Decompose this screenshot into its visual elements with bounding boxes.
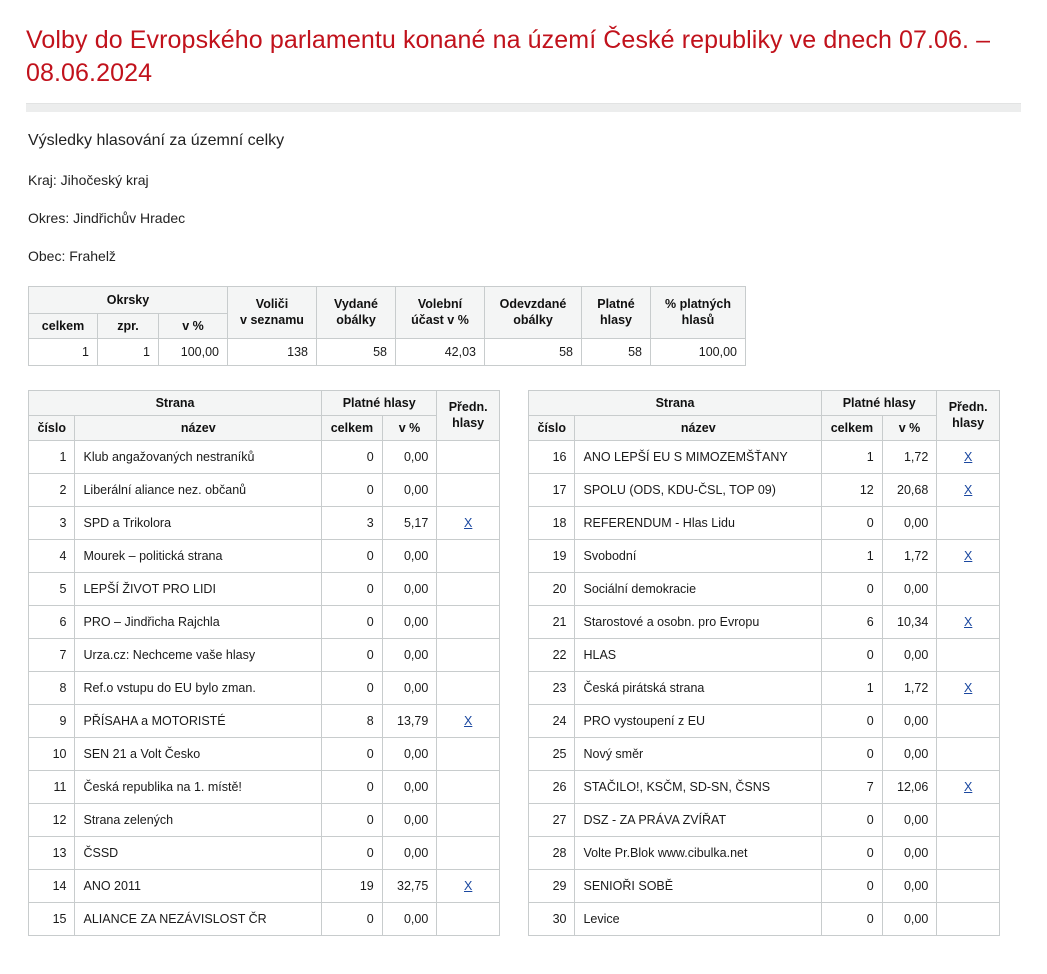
cell-party-number: 24 <box>529 705 575 738</box>
cell-preferential-votes[interactable] <box>937 672 1000 705</box>
table-subheader-row <box>29 416 500 441</box>
cell-preferential-votes[interactable] <box>937 771 1000 804</box>
header-nazev: název <box>575 416 822 441</box>
location-district: Okres: Jindřichův Hradec <box>28 210 186 226</box>
preferential-votes-link[interactable]: X <box>463 516 473 530</box>
cell-votes-percent: 1,72 <box>882 540 937 573</box>
cell-party-number: 26 <box>529 771 575 804</box>
cell-party-name: HLAS <box>575 639 822 672</box>
table-row <box>29 672 500 705</box>
table-row <box>529 672 1000 705</box>
table-row <box>29 837 500 870</box>
page-title: Volby do Evropského parlamentu konané na území České republiky ve dnech 07.06. – 08.06.2024 <box>26 26 991 87</box>
cell-party-number: 27 <box>529 804 575 837</box>
cell-party-name: Starostové a osobn. pro Evropu <box>575 606 822 639</box>
location-municipality: Obec: Frahelž <box>28 248 116 264</box>
cell-votes-percent: 13,79 <box>382 705 437 738</box>
cell-party-name: REFERENDUM - Hlas Lidu <box>575 507 822 540</box>
cell-party-number: 19 <box>529 540 575 573</box>
table-header-row <box>29 391 500 416</box>
table-row <box>529 804 1000 837</box>
cell-party-name: ANO 2011 <box>75 870 322 903</box>
header-odevzdane-obalky: Odevzdané obálky <box>485 287 582 339</box>
cell-party-name: SENIOŘI SOBĚ <box>575 870 822 903</box>
header-platne-hlasy: Platné hlasy <box>822 391 937 416</box>
cell-party-name: SEN 21 a Volt Česko <box>75 738 322 771</box>
cell-okrsky-zpr: 1 <box>98 339 159 366</box>
table-row <box>29 507 500 540</box>
cell-preferential-votes <box>937 639 1000 672</box>
header-celkem: celkem <box>822 416 883 441</box>
table-row <box>529 837 1000 870</box>
cell-party-number: 23 <box>529 672 575 705</box>
cell-votes-percent: 0,00 <box>382 573 437 606</box>
cell-preferential-votes <box>437 837 500 870</box>
cell-party-name: Volte Pr.Blok www.cibulka.net <box>575 837 822 870</box>
cell-votes-total: 0 <box>822 837 883 870</box>
cell-party-name: Strana zelených <box>75 804 322 837</box>
table-row <box>529 705 1000 738</box>
parties-right-body <box>529 441 1000 936</box>
cell-party-name: LEPŠÍ ŽIVOT PRO LIDI <box>75 573 322 606</box>
cell-votes-total: 0 <box>322 771 383 804</box>
cell-votes-total: 0 <box>822 804 883 837</box>
cell-votes-percent: 0,00 <box>882 804 937 837</box>
table-row <box>529 771 1000 804</box>
cell-preferential-votes <box>937 705 1000 738</box>
header-platne-hlasy: Platné hlasy <box>582 287 651 339</box>
cell-votes-percent: 0,00 <box>382 672 437 705</box>
cell-votes-total: 0 <box>322 837 383 870</box>
cell-votes-percent: 0,00 <box>882 639 937 672</box>
table-row <box>29 804 500 837</box>
cell-votes-total: 19 <box>322 870 383 903</box>
table-row <box>529 540 1000 573</box>
cell-votes-total: 0 <box>322 804 383 837</box>
section-subtitle: Výsledky hlasování za územní celky <box>28 132 285 149</box>
cell-party-name: ANO LEPŠÍ EU S MIMOZEMŠŤANY <box>575 441 822 474</box>
cell-votes-total: 0 <box>322 573 383 606</box>
cell-preferential-votes <box>437 672 500 705</box>
cell-party-name: Česká republika na 1. místě! <box>75 771 322 804</box>
cell-party-name: Ref.o vstupu do EU bylo zman. <box>75 672 322 705</box>
cell-party-number: 5 <box>29 573 75 606</box>
parties-table-left <box>28 390 500 936</box>
cell-votes-percent: 0,00 <box>882 573 937 606</box>
header-strana: Strana <box>529 391 822 416</box>
header-okrsky: Okrsky <box>29 287 228 314</box>
cell-party-number: 8 <box>29 672 75 705</box>
table-row <box>29 705 500 738</box>
header-strana: Strana <box>29 391 322 416</box>
header-v-procentech: v % <box>382 416 437 441</box>
cell-votes-percent: 0,00 <box>382 540 437 573</box>
cell-votes-percent: 1,72 <box>882 672 937 705</box>
cell-votes-percent: 0,00 <box>382 738 437 771</box>
cell-party-number: 17 <box>529 474 575 507</box>
cell-party-number: 2 <box>29 474 75 507</box>
cell-votes-percent: 1,72 <box>882 441 937 474</box>
cell-preferential-votes <box>937 738 1000 771</box>
cell-preferential-votes <box>437 771 500 804</box>
table-row <box>529 441 1000 474</box>
header-celkem: celkem <box>322 416 383 441</box>
cell-odevzdane-obalky: 58 <box>485 339 582 366</box>
cell-votes-percent: 0,00 <box>882 837 937 870</box>
cell-votes-percent: 10,34 <box>882 606 937 639</box>
cell-party-name: Klub angažovaných nestraníků <box>75 441 322 474</box>
table-subheader-row <box>529 416 1000 441</box>
cell-preferential-votes[interactable] <box>937 540 1000 573</box>
cell-votes-total: 3 <box>322 507 383 540</box>
cell-votes-total: 1 <box>822 672 883 705</box>
table-row <box>29 573 500 606</box>
cell-preferential-votes <box>437 441 500 474</box>
table-row <box>29 606 500 639</box>
cell-votes-percent: 32,75 <box>382 870 437 903</box>
cell-party-number: 1 <box>29 441 75 474</box>
preferential-votes-link[interactable]: X <box>963 780 973 794</box>
cell-platne-hlasy: 58 <box>582 339 651 366</box>
cell-party-name: Levice <box>575 903 822 936</box>
cell-preferential-votes[interactable] <box>437 705 500 738</box>
cell-volici-v-seznamu: 138 <box>228 339 317 366</box>
header-okrsky-procent: v % <box>159 314 228 339</box>
cell-votes-total: 1 <box>822 441 883 474</box>
cell-preferential-votes <box>437 639 500 672</box>
cell-votes-total: 12 <box>822 474 883 507</box>
preferential-votes-link[interactable]: X <box>963 450 973 464</box>
cell-party-number: 16 <box>529 441 575 474</box>
cell-preferential-votes <box>937 507 1000 540</box>
header-predn-hlasy: Předn. hlasy <box>937 391 1000 441</box>
cell-party-name: Česká pirátská strana <box>575 672 822 705</box>
cell-preferential-votes[interactable] <box>937 606 1000 639</box>
header-v-procentech: v % <box>882 416 937 441</box>
table-row <box>529 474 1000 507</box>
cell-party-number: 12 <box>29 804 75 837</box>
cell-party-number: 22 <box>529 639 575 672</box>
preferential-votes-link[interactable]: X <box>463 714 473 728</box>
table-row <box>529 573 1000 606</box>
cell-votes-percent: 0,00 <box>382 804 437 837</box>
parties-left-body <box>29 441 500 936</box>
header-predn-hlasy: Předn. hlasy <box>437 391 500 441</box>
cell-preferential-votes <box>437 573 500 606</box>
cell-party-number: 18 <box>529 507 575 540</box>
cell-votes-percent: 5,17 <box>382 507 437 540</box>
cell-votes-total: 0 <box>322 441 383 474</box>
cell-votes-percent: 0,00 <box>882 705 937 738</box>
header-cislo: číslo <box>529 416 575 441</box>
cell-votes-total: 0 <box>822 639 883 672</box>
cell-okrsky-celkem: 1 <box>29 339 98 366</box>
cell-votes-total: 0 <box>322 474 383 507</box>
cell-party-name: ČSSD <box>75 837 322 870</box>
cell-preferential-votes <box>437 903 500 936</box>
header-procent-platnych: % platných hlasů <box>651 287 746 339</box>
table-row <box>29 441 500 474</box>
cell-preferential-votes[interactable] <box>437 507 500 540</box>
cell-preferential-votes <box>937 837 1000 870</box>
cell-party-number: 11 <box>29 771 75 804</box>
cell-votes-total: 0 <box>822 705 883 738</box>
cell-votes-percent: 0,00 <box>382 639 437 672</box>
parties-tables-wrapper <box>28 390 1021 936</box>
cell-votes-total: 0 <box>822 507 883 540</box>
preferential-votes-link[interactable]: X <box>463 879 473 893</box>
preferential-votes-link[interactable]: X <box>963 549 973 563</box>
cell-party-name: PRO – Jindřicha Rajchla <box>75 606 322 639</box>
table-row <box>29 639 500 672</box>
cell-party-number: 21 <box>529 606 575 639</box>
cell-party-name: PRO vystoupení z EU <box>575 705 822 738</box>
preferential-votes-link[interactable]: X <box>963 615 973 629</box>
cell-party-number: 14 <box>29 870 75 903</box>
cell-party-name: DSZ - ZA PRÁVA ZVÍŘAT <box>575 804 822 837</box>
cell-votes-total: 1 <box>822 540 883 573</box>
cell-party-number: 4 <box>29 540 75 573</box>
table-header-row <box>29 287 746 314</box>
cell-party-name: Urza.cz: Nechceme vaše hlasy <box>75 639 322 672</box>
cell-party-number: 20 <box>529 573 575 606</box>
cell-votes-total: 7 <box>822 771 883 804</box>
cell-votes-percent: 0,00 <box>882 507 937 540</box>
cell-votes-total: 0 <box>322 672 383 705</box>
cell-party-number: 6 <box>29 606 75 639</box>
cell-party-number: 3 <box>29 507 75 540</box>
cell-votes-total: 0 <box>822 870 883 903</box>
cell-preferential-votes <box>437 738 500 771</box>
table-row <box>29 870 500 903</box>
cell-party-name: SPOLU (ODS, KDU-ČSL, TOP 09) <box>575 474 822 507</box>
cell-votes-percent: 0,00 <box>382 441 437 474</box>
cell-party-number: 30 <box>529 903 575 936</box>
table-row <box>29 540 500 573</box>
cell-party-name: SPD a Trikolora <box>75 507 322 540</box>
table-row <box>29 339 746 366</box>
header-nazev: název <box>75 416 322 441</box>
table-row <box>29 474 500 507</box>
header-okrsky-zpr: zpr. <box>98 314 159 339</box>
cell-votes-total: 0 <box>822 903 883 936</box>
cell-votes-percent: 0,00 <box>382 771 437 804</box>
table-row <box>29 771 500 804</box>
header-volebni-ucast: Volební účast v % <box>396 287 485 339</box>
cell-party-name: Liberální aliance nez. občanů <box>75 474 322 507</box>
header-vydane-obalky: Vydané obálky <box>317 287 396 339</box>
header-okrsky-celkem: celkem <box>29 314 98 339</box>
header-platne-hlasy: Platné hlasy <box>322 391 437 416</box>
cell-votes-percent: 20,68 <box>882 474 937 507</box>
cell-preferential-votes[interactable] <box>937 474 1000 507</box>
cell-votes-total: 8 <box>322 705 383 738</box>
cell-party-name: Svobodní <box>575 540 822 573</box>
table-row <box>29 903 500 936</box>
cell-party-number: 10 <box>29 738 75 771</box>
cell-party-number: 13 <box>29 837 75 870</box>
cell-preferential-votes[interactable] <box>937 441 1000 474</box>
cell-preferential-votes <box>437 540 500 573</box>
cell-preferential-votes <box>937 804 1000 837</box>
preferential-votes-link[interactable]: X <box>963 681 973 695</box>
cell-party-number: 7 <box>29 639 75 672</box>
turnout-summary-table <box>28 286 746 366</box>
cell-party-name: Sociální demokracie <box>575 573 822 606</box>
cell-preferential-votes <box>937 870 1000 903</box>
preferential-votes-link[interactable]: X <box>963 483 973 497</box>
cell-volebni-ucast: 42,03 <box>396 339 485 366</box>
cell-party-name: PŘÍSAHA a MOTORISTÉ <box>75 705 322 738</box>
cell-votes-percent: 0,00 <box>882 903 937 936</box>
cell-votes-percent: 0,00 <box>382 474 437 507</box>
cell-votes-percent: 0,00 <box>382 837 437 870</box>
table-header-row <box>529 391 1000 416</box>
cell-party-number: 28 <box>529 837 575 870</box>
cell-votes-total: 6 <box>822 606 883 639</box>
parties-table-right <box>528 390 1000 936</box>
cell-preferential-votes <box>937 573 1000 606</box>
cell-preferential-votes[interactable] <box>437 870 500 903</box>
cell-party-number: 29 <box>529 870 575 903</box>
table-row <box>529 639 1000 672</box>
cell-party-name: Nový směr <box>575 738 822 771</box>
cell-votes-total: 0 <box>822 738 883 771</box>
header-volici-v-seznamu: Voliči v seznamu <box>228 287 317 339</box>
cell-preferential-votes <box>437 606 500 639</box>
table-row <box>529 870 1000 903</box>
cell-party-number: 15 <box>29 903 75 936</box>
cell-votes-percent: 0,00 <box>382 903 437 936</box>
table-row <box>29 738 500 771</box>
cell-party-name: Mourek – politická strana <box>75 540 322 573</box>
cell-vydane-obalky: 58 <box>317 339 396 366</box>
cell-votes-percent: 0,00 <box>882 870 937 903</box>
table-row <box>529 903 1000 936</box>
table-row <box>529 738 1000 771</box>
cell-preferential-votes <box>437 804 500 837</box>
cell-votes-total: 0 <box>822 573 883 606</box>
cell-party-number: 9 <box>29 705 75 738</box>
cell-party-name: ALIANCE ZA NEZÁVISLOST ČR <box>75 903 322 936</box>
title-divider <box>26 103 1021 112</box>
cell-party-number: 25 <box>529 738 575 771</box>
cell-votes-percent: 0,00 <box>382 606 437 639</box>
cell-votes-total: 0 <box>322 606 383 639</box>
cell-okrsky-procent: 100,00 <box>159 339 228 366</box>
cell-party-name: STAČILO!, KSČM, SD-SN, ČSNS <box>575 771 822 804</box>
cell-votes-total: 0 <box>322 540 383 573</box>
cell-preferential-votes <box>437 474 500 507</box>
cell-votes-total: 0 <box>322 903 383 936</box>
table-row <box>529 507 1000 540</box>
cell-votes-total: 0 <box>322 639 383 672</box>
table-row <box>529 606 1000 639</box>
location-region: Kraj: Jihočeský kraj <box>28 172 149 188</box>
cell-votes-percent: 12,06 <box>882 771 937 804</box>
cell-votes-percent: 0,00 <box>882 738 937 771</box>
cell-votes-total: 0 <box>322 738 383 771</box>
cell-procent-platnych: 100,00 <box>651 339 746 366</box>
cell-preferential-votes <box>937 903 1000 936</box>
header-cislo: číslo <box>29 416 75 441</box>
